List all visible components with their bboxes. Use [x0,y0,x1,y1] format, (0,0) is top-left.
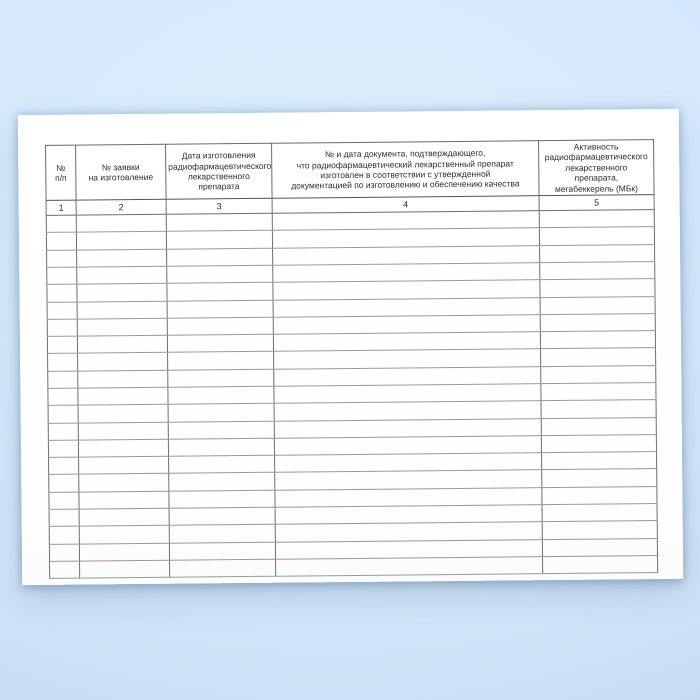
empty-cell [167,334,273,352]
empty-cell [49,526,79,544]
empty-cell [167,248,273,266]
empty-cell [76,214,166,232]
column-number-cell: 5 [539,195,654,211]
empty-cell [79,456,169,474]
empty-cell [539,210,654,228]
empty-cell [541,365,656,383]
empty-cell [166,213,272,231]
empty-cell [540,244,655,262]
empty-cell [542,452,657,470]
empty-cell [541,434,656,452]
empty-cell [169,507,275,525]
empty-cell [47,319,77,337]
empty-cell [49,544,79,562]
empty-cell [541,383,656,401]
empty-cell [168,386,274,404]
empty-cell [48,423,78,441]
empty-cell [540,331,655,349]
empty-cell [77,318,167,336]
empty-cell [79,526,169,544]
empty-cell [50,561,80,579]
empty-cell [541,348,656,366]
empty-cell [169,490,275,508]
table-header [46,140,655,216]
empty-cell [48,405,78,423]
column-number-cell: 4 [272,196,539,214]
empty-cell [169,455,275,473]
empty-cell [49,457,79,475]
empty-cell [542,538,657,556]
column-header-serial: № п/п [46,145,77,200]
empty-cell [49,475,79,493]
column-header-document: № и дата документа, подтверждающего, что радиофармацевтический лекарственный препарат изготовлен в соответствии с утвержденной документацией по изготовлению и обеспечению качества [272,141,540,199]
table-body [46,210,657,579]
empty-cell [47,267,77,285]
empty-cell [47,250,77,268]
empty-cell [48,371,78,389]
empty-cell [167,265,273,283]
empty-cell [77,266,167,284]
empty-cell [76,232,166,250]
empty-cell [47,284,77,302]
empty-cell [47,302,77,320]
empty-cell [79,508,169,526]
empty-cell [276,557,543,577]
empty-cell [79,543,169,561]
empty-cell [78,405,168,423]
column-header-activity: Активность радиофармацевтического лекарственного препарата, мегабеккерель (МБк) [539,140,655,196]
empty-cell [540,313,655,331]
empty-cell [169,525,275,543]
empty-cell [168,421,274,439]
empty-cell [540,279,655,297]
empty-cell [46,215,76,233]
column-number-cell: 1 [46,200,76,215]
empty-cell [168,438,274,456]
empty-cell [169,473,275,491]
empty-cell [47,336,77,354]
column-number-cell: 3 [166,198,272,214]
empty-cell [543,556,658,574]
empty-cell [46,232,76,250]
empty-cell [77,301,167,319]
empty-cell [170,559,276,577]
empty-cell [77,249,167,267]
journal-table [45,139,658,579]
empty-cell [540,296,655,314]
empty-cell [80,560,170,578]
column-header-date: Дата изготовления радиофармацевтического лекарственного препарата [166,143,273,199]
empty-cell [541,417,656,435]
empty-cell [169,542,275,560]
empty-cell [168,404,274,422]
empty-cell [49,509,79,527]
empty-cell [167,300,273,318]
empty-cell [539,227,654,245]
empty-cell [78,422,168,440]
empty-cell [79,491,169,509]
empty-cell [542,486,657,504]
empty-cell [542,469,657,487]
empty-cell [77,283,167,301]
empty-cell [49,492,79,510]
empty-cell [542,521,657,539]
empty-cell [77,335,167,353]
empty-cell [78,387,168,405]
empty-cell [79,474,169,492]
empty-cell [78,370,168,388]
empty-cell [168,352,274,370]
empty-cell [540,261,655,279]
empty-cell [48,354,78,372]
empty-cell [48,440,78,458]
empty-cell [78,353,168,371]
empty-cell [541,400,656,418]
column-number-cell: 2 [76,199,166,215]
column-header-request: № заявки на изготовление [76,144,167,200]
document-page [18,109,683,585]
empty-cell [166,231,272,249]
empty-cell [542,504,657,522]
header-row [46,140,655,201]
empty-cell [168,369,274,387]
empty-cell [167,282,273,300]
empty-cell [167,317,273,335]
empty-cell [48,388,78,406]
empty-cell [78,439,168,457]
